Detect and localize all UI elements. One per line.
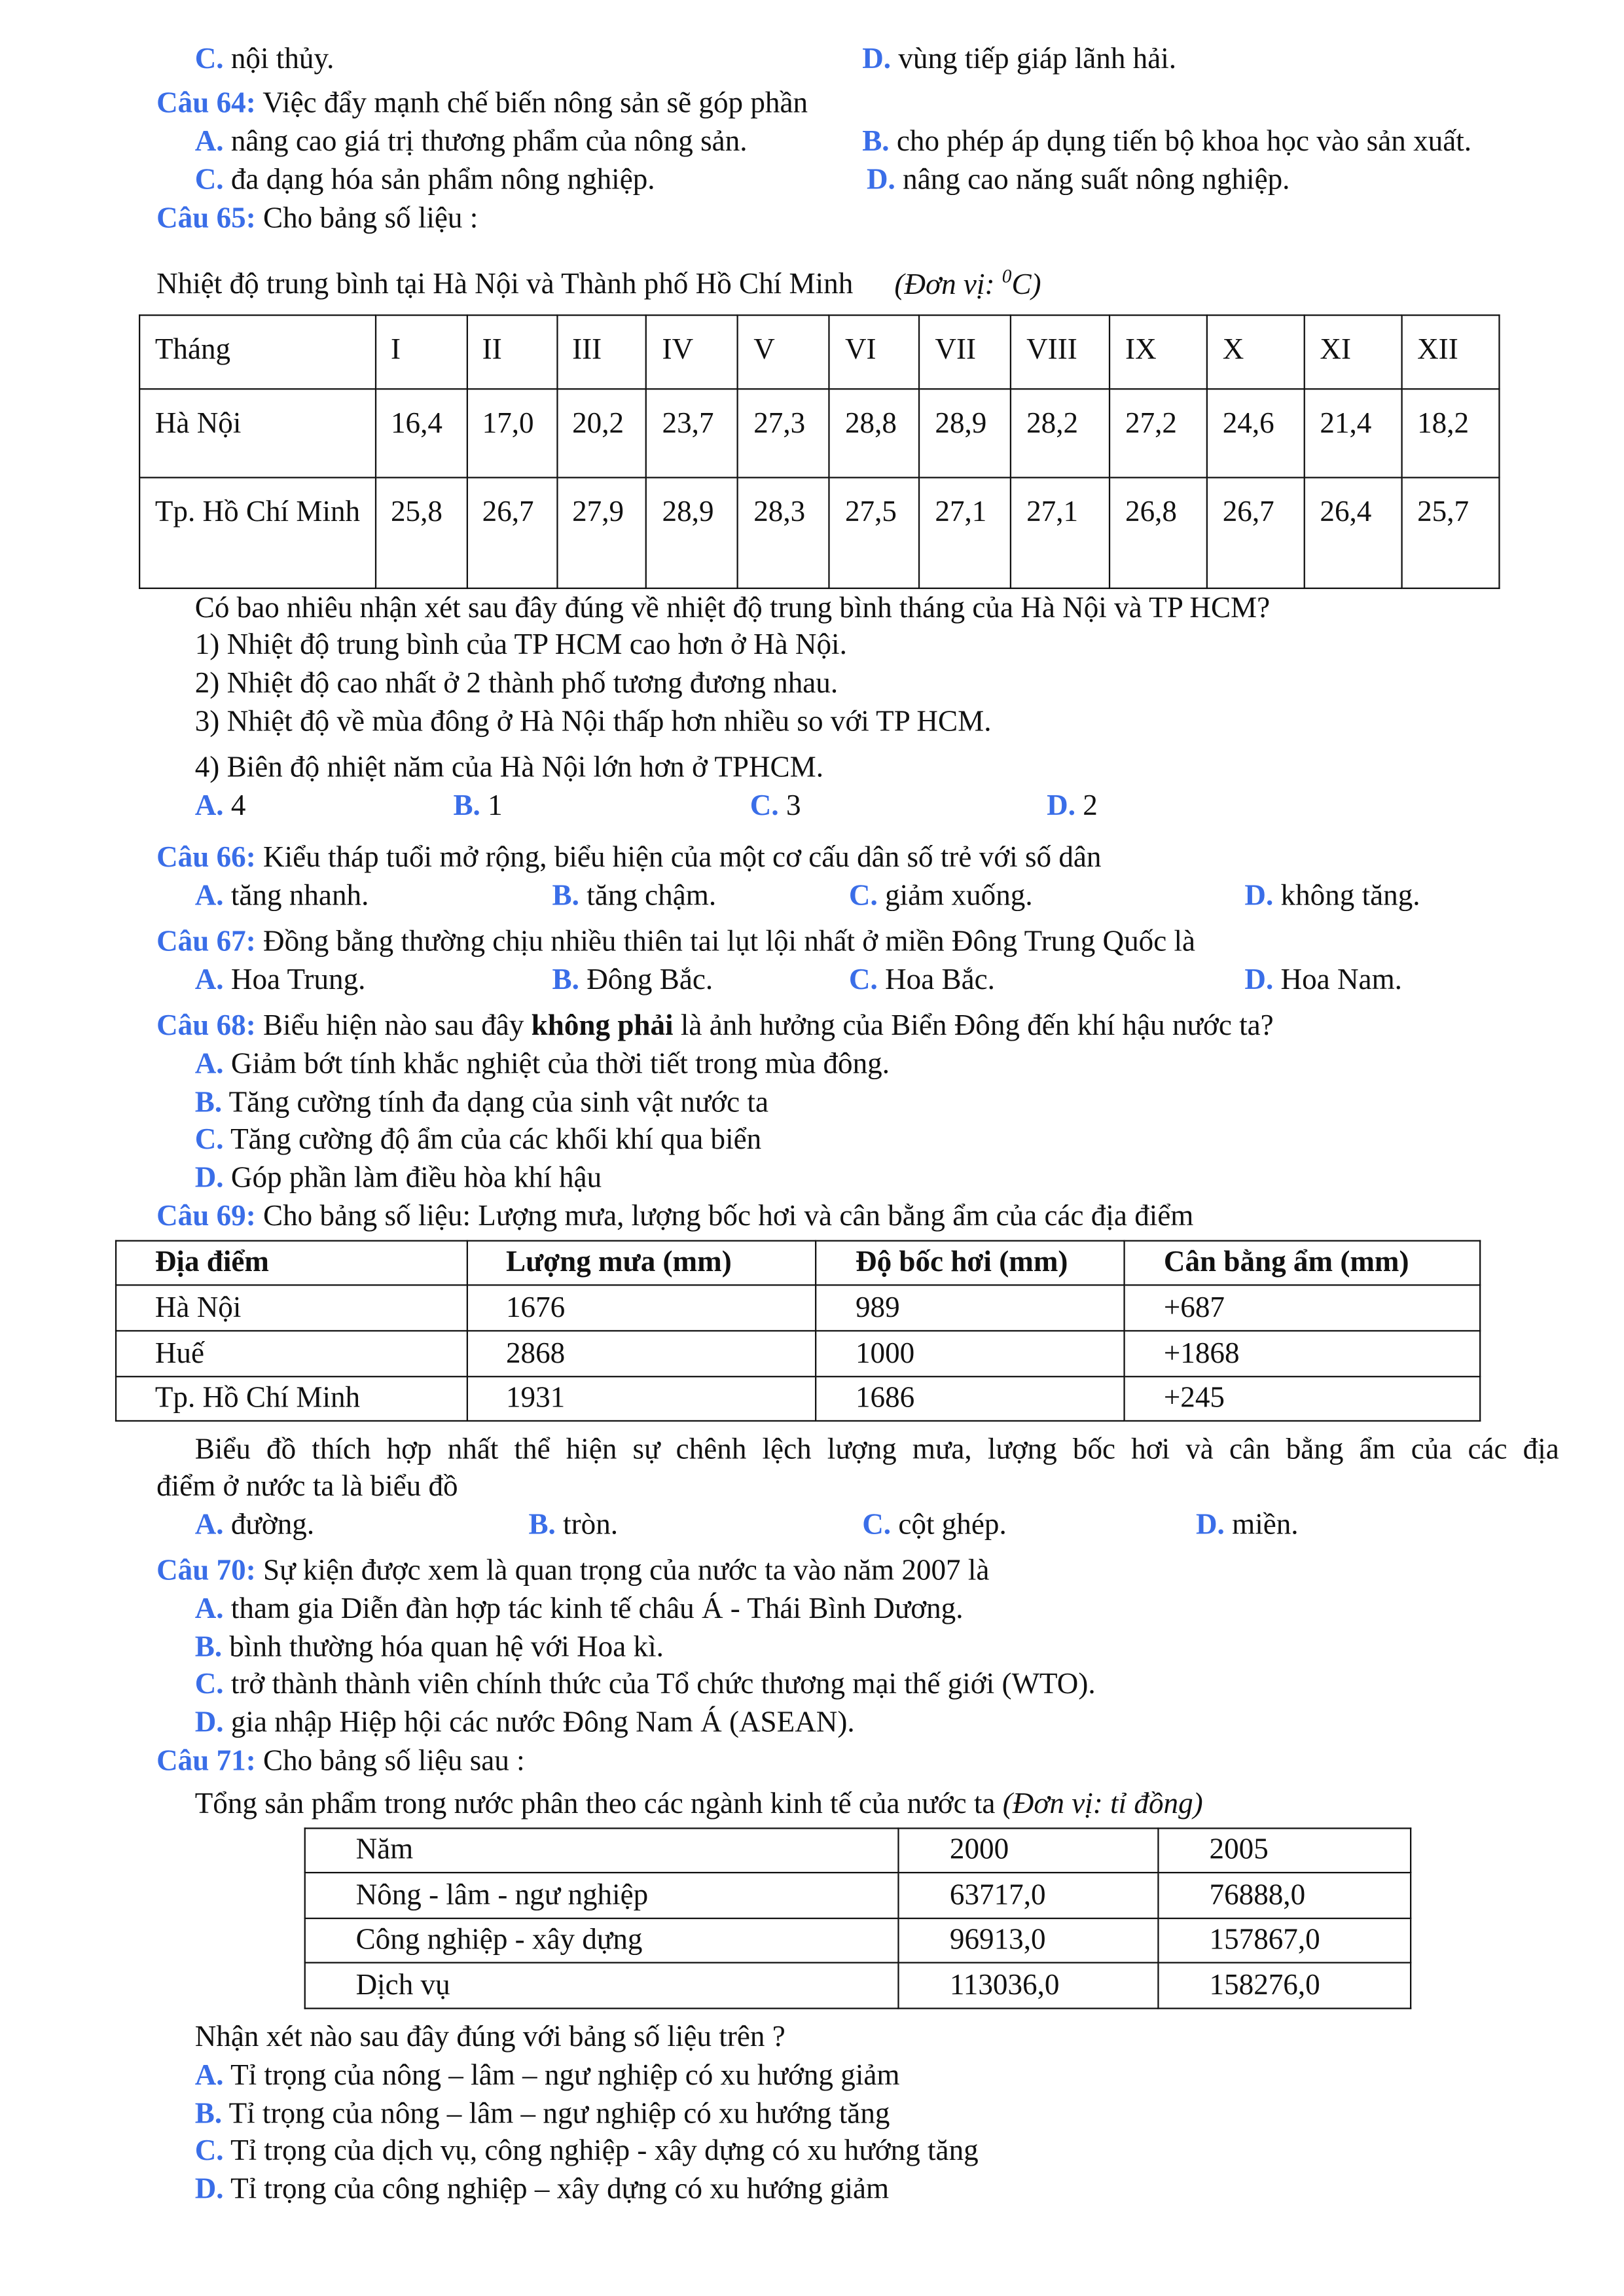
- option-text: Tăng cường tính đa dạng của sinh vật nước ta: [228, 1086, 768, 1119]
- option-letter: C.: [749, 789, 779, 823]
- table-cell: Dịch vụ: [305, 1963, 899, 2009]
- table-header-row: [139, 315, 1499, 389]
- column-header: IV: [647, 315, 738, 389]
- table-cell: 27,9: [556, 478, 646, 588]
- column-header: V: [738, 315, 830, 389]
- option-letter: D.: [194, 2173, 224, 2206]
- column-header: III: [556, 315, 646, 389]
- question-text: Việc đẩy mạnh chế biến nông sản sẽ góp phần: [262, 87, 808, 120]
- option-text: không tăng.: [1280, 880, 1420, 912]
- question-label: Câu 71:: [156, 1745, 256, 1778]
- column-header: Độ bốc hơi (mm): [816, 1241, 1125, 1285]
- option-text: Tăng cường độ ẩm của các khối khí qua biển: [230, 1123, 762, 1157]
- option-letter: B.: [194, 2098, 223, 2130]
- option-text: tăng nhanh.: [230, 880, 369, 912]
- table-cell: Nông - lâm - ngư nghiệp: [305, 1873, 899, 1918]
- column-header: Địa điểm: [116, 1241, 467, 1285]
- table-cell: 1676: [467, 1285, 816, 1331]
- option-letter: A.: [194, 880, 224, 912]
- table-cell: Hà Nội: [139, 389, 375, 477]
- q70-option-d: [195, 1704, 855, 1742]
- q70-option-b: [195, 1628, 664, 1667]
- table-unit: (Đơn vị: tỉ đồng): [1002, 1787, 1203, 1821]
- option-letter: D.: [1244, 963, 1274, 997]
- table-cell: 28,3: [738, 478, 830, 588]
- q71-question: Nhận xét nào sau đây đúng với bảng số liệu trên ?: [194, 2020, 785, 2054]
- option-text: cột ghép.: [898, 1509, 1007, 1541]
- table-cell: 27,2: [1110, 389, 1207, 477]
- option-text: nâng cao giá trị thương phẩm của nông sản.: [230, 125, 748, 158]
- option-letter: B.: [453, 789, 480, 823]
- q65-statement-4: 4) Biên độ nhiệt năm của Hà Nội lớn hơn ở TPHCM.: [194, 751, 824, 784]
- table-cell: 26,7: [1207, 478, 1305, 588]
- table-cell: +1868: [1125, 1331, 1480, 1376]
- option-letter: A.: [194, 1509, 224, 1541]
- q66-stem: [156, 838, 1101, 877]
- table-cell: 96913,0: [899, 1918, 1159, 1963]
- question-text: Cho bảng số liệu :: [263, 202, 478, 235]
- option-text: 2: [1083, 789, 1098, 823]
- question-label: Câu 67:: [156, 925, 256, 958]
- q65-stem: [156, 199, 478, 238]
- temperature-table: [139, 314, 1500, 589]
- table-title: Nhiệt độ trung bình tại Hà Nội và Thành phố Hồ Chí Minh: [156, 268, 854, 301]
- option-letter: D.: [1195, 1509, 1225, 1541]
- table-cell: 27,3: [738, 389, 830, 477]
- column-header: VI: [829, 315, 919, 389]
- table-cell: 23,7: [647, 389, 738, 477]
- question-text: là ảnh hưởng của Biển Đông đến khí hậu nước ta?: [680, 1009, 1274, 1043]
- option-text: 1: [488, 789, 503, 823]
- table-unit: [894, 264, 1041, 301]
- table-cell: 28,9: [920, 389, 1011, 477]
- option-text: miền.: [1232, 1509, 1299, 1541]
- q65-question: Có bao nhiêu nhận xét sau đây đúng về nhiệt độ trung bình tháng của Hà Nội và TP HCM?: [194, 592, 1271, 625]
- option-letter: A.: [194, 963, 224, 997]
- option-letter: A.: [194, 789, 224, 823]
- option-letter: C.: [194, 1668, 224, 1701]
- q70-option-c: [195, 1665, 1096, 1704]
- option-letter: B.: [528, 1509, 556, 1541]
- table-row: [116, 1376, 1480, 1421]
- table-row: [116, 1331, 1480, 1376]
- q65-statement-1: 1) Nhiệt độ trung bình của TP HCM cao hơn ở Hà Nội.: [194, 628, 847, 662]
- table-cell: 24,6: [1207, 389, 1305, 477]
- column-header: Cân bằng ẩm (mm): [1125, 1241, 1480, 1285]
- option-letter: B.: [552, 880, 579, 912]
- option-letter: D.: [866, 164, 895, 196]
- q66-option-a: [195, 877, 369, 916]
- q71-option-b: [195, 2095, 890, 2134]
- q67-option-a: [195, 961, 366, 999]
- question-label: Câu 66:: [156, 841, 256, 874]
- q71-option-d: [195, 2170, 889, 2209]
- table-cell: 21,4: [1305, 389, 1402, 477]
- unit-degree: 0: [1001, 264, 1012, 287]
- option-text: trở thành thành viên chính thức của Tổ chức thương mại thế giới (WTO).: [230, 1668, 1096, 1701]
- option-text: 3: [785, 789, 801, 823]
- question-label: Câu 68:: [156, 1009, 256, 1043]
- option-letter: C.: [862, 1509, 892, 1541]
- option-letter: B.: [194, 1086, 223, 1119]
- q64-option-a: [195, 122, 748, 161]
- table-cell: 25,7: [1401, 478, 1499, 588]
- table-cell: +245: [1125, 1376, 1480, 1421]
- option-letter: B.: [552, 963, 579, 997]
- q69-option-d: [1196, 1506, 1299, 1545]
- column-header: I: [375, 315, 467, 389]
- table-cell: 27,1: [1011, 478, 1110, 588]
- option-letter: D.: [194, 1162, 224, 1194]
- q64-option-c: [195, 161, 655, 200]
- q71-option-a: [195, 2056, 900, 2095]
- question-text: Sự kiện được xem là quan trọng của nước ta vào năm 2007 là: [263, 1554, 990, 1587]
- table-cell: 16,4: [375, 389, 467, 477]
- column-header: 2000: [899, 1828, 1159, 1873]
- option-text: đường.: [230, 1509, 315, 1541]
- option-letter: A.: [194, 1592, 224, 1626]
- option-letter: C.: [194, 2134, 224, 2168]
- table-header-row: [305, 1828, 1411, 1873]
- option-text: Tỉ trọng của dịch vụ, công nghiệp - xây dựng có xu hướng tăng: [230, 2134, 979, 2168]
- q67-option-c: [849, 961, 995, 999]
- option-letter: B.: [862, 125, 890, 158]
- table-cell: 157867,0: [1159, 1918, 1411, 1963]
- q67-option-b: [552, 961, 713, 999]
- q68-stem: [156, 1007, 1274, 1045]
- q65-option-b: [453, 787, 502, 825]
- option-letter: D.: [1047, 789, 1076, 823]
- column-header: XI: [1305, 315, 1402, 389]
- table-cell: 158276,0: [1159, 1963, 1411, 2009]
- column-header: Tháng: [139, 315, 375, 389]
- column-header: Lượng mưa (mm): [467, 1241, 816, 1285]
- table-cell: 989: [816, 1285, 1125, 1331]
- table-header-row: [116, 1241, 1480, 1285]
- q68-option-c: [195, 1121, 762, 1159]
- column-header: IX: [1110, 315, 1207, 389]
- option-letter: A.: [194, 125, 224, 158]
- q69-option-a: [195, 1506, 314, 1545]
- column-header: XII: [1401, 315, 1499, 389]
- q64-stem: [156, 84, 808, 123]
- option-text: Đông Bắc.: [586, 963, 713, 997]
- question-label: Câu 64:: [156, 87, 256, 120]
- q71-stem: [156, 1742, 525, 1780]
- column-header: X: [1207, 315, 1305, 389]
- q64-option-b: [862, 122, 1471, 161]
- table-cell: 63717,0: [899, 1873, 1159, 1918]
- option-text: Tỉ trọng của công nghiệp – xây dựng có xu hướng giảm: [230, 2173, 890, 2206]
- option-letter: D.: [194, 1706, 224, 1739]
- table-cell: 18,2: [1401, 389, 1499, 477]
- option-text: bình thường hóa quan hệ với Hoa kì.: [229, 1631, 664, 1664]
- table-cell: 1686: [816, 1376, 1125, 1421]
- rainfall-table: [115, 1240, 1481, 1422]
- q65-option-c: [750, 787, 801, 825]
- question-text: Kiểu tháp tuổi mở rộng, biểu hiện của một cơ cấu dân số trẻ với số dân: [263, 841, 1102, 874]
- option-letter: C.: [194, 43, 224, 76]
- table-cell: 17,0: [467, 389, 556, 477]
- option-letter: D.: [862, 43, 892, 76]
- option-text: giảm xuống.: [885, 880, 1033, 912]
- table-cell: 1931: [467, 1376, 816, 1421]
- option-letter: C.: [848, 963, 878, 997]
- option-text: Góp phần làm điều hòa khí hậu: [230, 1162, 602, 1194]
- table-cell: 26,8: [1110, 478, 1207, 588]
- q65-table-title: [156, 257, 1041, 303]
- q70-stem: [156, 1552, 989, 1590]
- table-cell: 113036,0: [899, 1963, 1159, 2009]
- option-text: Tỉ trọng của nông – lâm – ngư nghiệp có xu hướng tăng: [228, 2098, 890, 2130]
- q68-option-d: [195, 1159, 602, 1198]
- question-label: Câu 70:: [156, 1554, 256, 1587]
- column-header: II: [467, 315, 556, 389]
- option-text: vùng tiếp giáp lãnh hải.: [898, 43, 1177, 76]
- table-cell: 2868: [467, 1331, 816, 1376]
- table-cell: 25,8: [375, 478, 467, 588]
- q71-option-c: [195, 2132, 979, 2170]
- gdp-table: [304, 1827, 1412, 2009]
- option-text: tròn.: [563, 1509, 619, 1541]
- option-text: 4: [230, 789, 246, 823]
- table-cell: Hà Nội: [116, 1285, 467, 1331]
- option-text: nâng cao năng suất nông nghiệp.: [903, 164, 1290, 196]
- table-cell: 20,2: [556, 389, 646, 477]
- q69-option-b: [528, 1506, 618, 1545]
- unit-suffix: C): [1011, 268, 1041, 301]
- column-header: 2005: [1159, 1828, 1411, 1873]
- q66-option-b: [552, 877, 717, 916]
- q71-table-title: [195, 1785, 1203, 1823]
- table-row: [305, 1963, 1411, 2009]
- table-row: [305, 1873, 1411, 1918]
- option-text: đa dạng hóa sản phẩm nông nghiệp.: [230, 164, 655, 196]
- question-text: Cho bảng số liệu sau :: [263, 1745, 525, 1778]
- q69-question-line1: Biểu đồ thích hợp nhất thể hiện sự chênh lệch lượng mưa, lượng bốc hơi và cân bằng ẩm của các địa: [194, 1433, 1559, 1466]
- table-row: [116, 1285, 1480, 1331]
- table-cell: 27,1: [920, 478, 1011, 588]
- q69-question-line2: điểm ở nước ta là biểu đồ: [156, 1470, 458, 1503]
- table-cell: 76888,0: [1159, 1873, 1411, 1918]
- table-title: Tổng sản phẩm trong nước phân theo các ngành kinh tế của nước ta: [194, 1787, 996, 1821]
- option-text: Tỉ trọng của nông – lâm – ngư nghiệp có xu hướng giảm: [230, 2059, 900, 2092]
- table-cell: Tp. Hồ Chí Minh: [116, 1376, 467, 1421]
- q69-stem: [156, 1197, 1193, 1236]
- q66-option-c: [849, 877, 1033, 916]
- table-cell: 28,2: [1011, 389, 1110, 477]
- option-text: Hoa Trung.: [230, 963, 366, 997]
- unit-prefix: (Đơn vị:: [894, 268, 1002, 301]
- q67-stem: [156, 923, 1195, 961]
- option-text: Hoa Nam.: [1280, 963, 1402, 997]
- option-text: gia nhập Hiệp hội các nước Đông Nam Á (ASEAN).: [230, 1706, 855, 1739]
- q63-option-d: [862, 40, 1176, 79]
- option-letter: C.: [194, 164, 224, 196]
- question-emphasis: không phải: [531, 1009, 674, 1043]
- option-text: nội thủy.: [230, 43, 334, 76]
- table-cell: Huế: [116, 1331, 467, 1376]
- question-label: Câu 65:: [156, 202, 256, 235]
- table-row: [305, 1918, 1411, 1963]
- column-header: VIII: [1011, 315, 1110, 389]
- table-cell: 26,7: [467, 478, 556, 588]
- q66-option-d: [1244, 877, 1420, 916]
- option-letter: A.: [194, 1048, 224, 1081]
- option-letter: D.: [1244, 880, 1274, 912]
- table-cell: Tp. Hồ Chí Minh: [139, 478, 375, 588]
- table-cell: 26,4: [1305, 478, 1402, 588]
- question-text: Biểu hiện nào sau đây: [263, 1009, 524, 1043]
- table-cell: 28,9: [647, 478, 738, 588]
- option-letter: A.: [194, 2059, 224, 2092]
- option-letter: C.: [848, 880, 878, 912]
- table-cell: 27,5: [829, 478, 919, 588]
- option-text: tham gia Diễn đàn hợp tác kinh tế châu Á - Thái Bình Dương.: [230, 1592, 964, 1626]
- option-text: Hoa Bắc.: [885, 963, 995, 997]
- option-letter: C.: [194, 1123, 224, 1157]
- option-text: Giảm bớt tính khắc nghiệt của thời tiết trong mùa đông.: [230, 1048, 890, 1081]
- table-cell: 1000: [816, 1331, 1125, 1376]
- question-text: Cho bảng số liệu: Lượng mưa, lượng bốc hơi và cân bằng ẩm của các địa điểm: [263, 1200, 1194, 1233]
- table-cell: Công nghiệp - xây dựng: [305, 1918, 899, 1963]
- option-text: tăng chậm.: [586, 880, 717, 912]
- q64-option-d: [867, 161, 1290, 200]
- table-row: [139, 478, 1499, 588]
- q65-option-a: [195, 787, 246, 825]
- table-row: [139, 389, 1499, 477]
- question-text: Đồng bằng thường chịu nhiều thiên tai lụt lội nhất ở miền Đông Trung Quốc là: [263, 925, 1196, 958]
- question-label: Câu 69:: [156, 1200, 256, 1233]
- q69-option-c: [862, 1506, 1007, 1545]
- q68-option-b: [195, 1084, 768, 1122]
- table-cell: 28,8: [829, 389, 919, 477]
- column-header: Năm: [305, 1828, 899, 1873]
- q68-option-a: [195, 1045, 890, 1084]
- table-cell: +687: [1125, 1285, 1480, 1331]
- q67-option-d: [1244, 961, 1402, 999]
- q70-option-a: [195, 1590, 964, 1628]
- q65-statement-3: 3) Nhiệt độ về mùa đông ở Hà Nội thấp hơn nhiều so với TP HCM.: [194, 706, 992, 738]
- q63-option-c: [195, 40, 334, 79]
- option-text: cho phép áp dụng tiến bộ khoa học vào sản xuất.: [896, 125, 1472, 158]
- option-letter: B.: [194, 1631, 223, 1664]
- column-header: VII: [920, 315, 1011, 389]
- q65-statement-2: 2) Nhiệt độ cao nhất ở 2 thành phố tương đương nhau.: [194, 667, 839, 700]
- q65-option-d: [1047, 787, 1098, 825]
